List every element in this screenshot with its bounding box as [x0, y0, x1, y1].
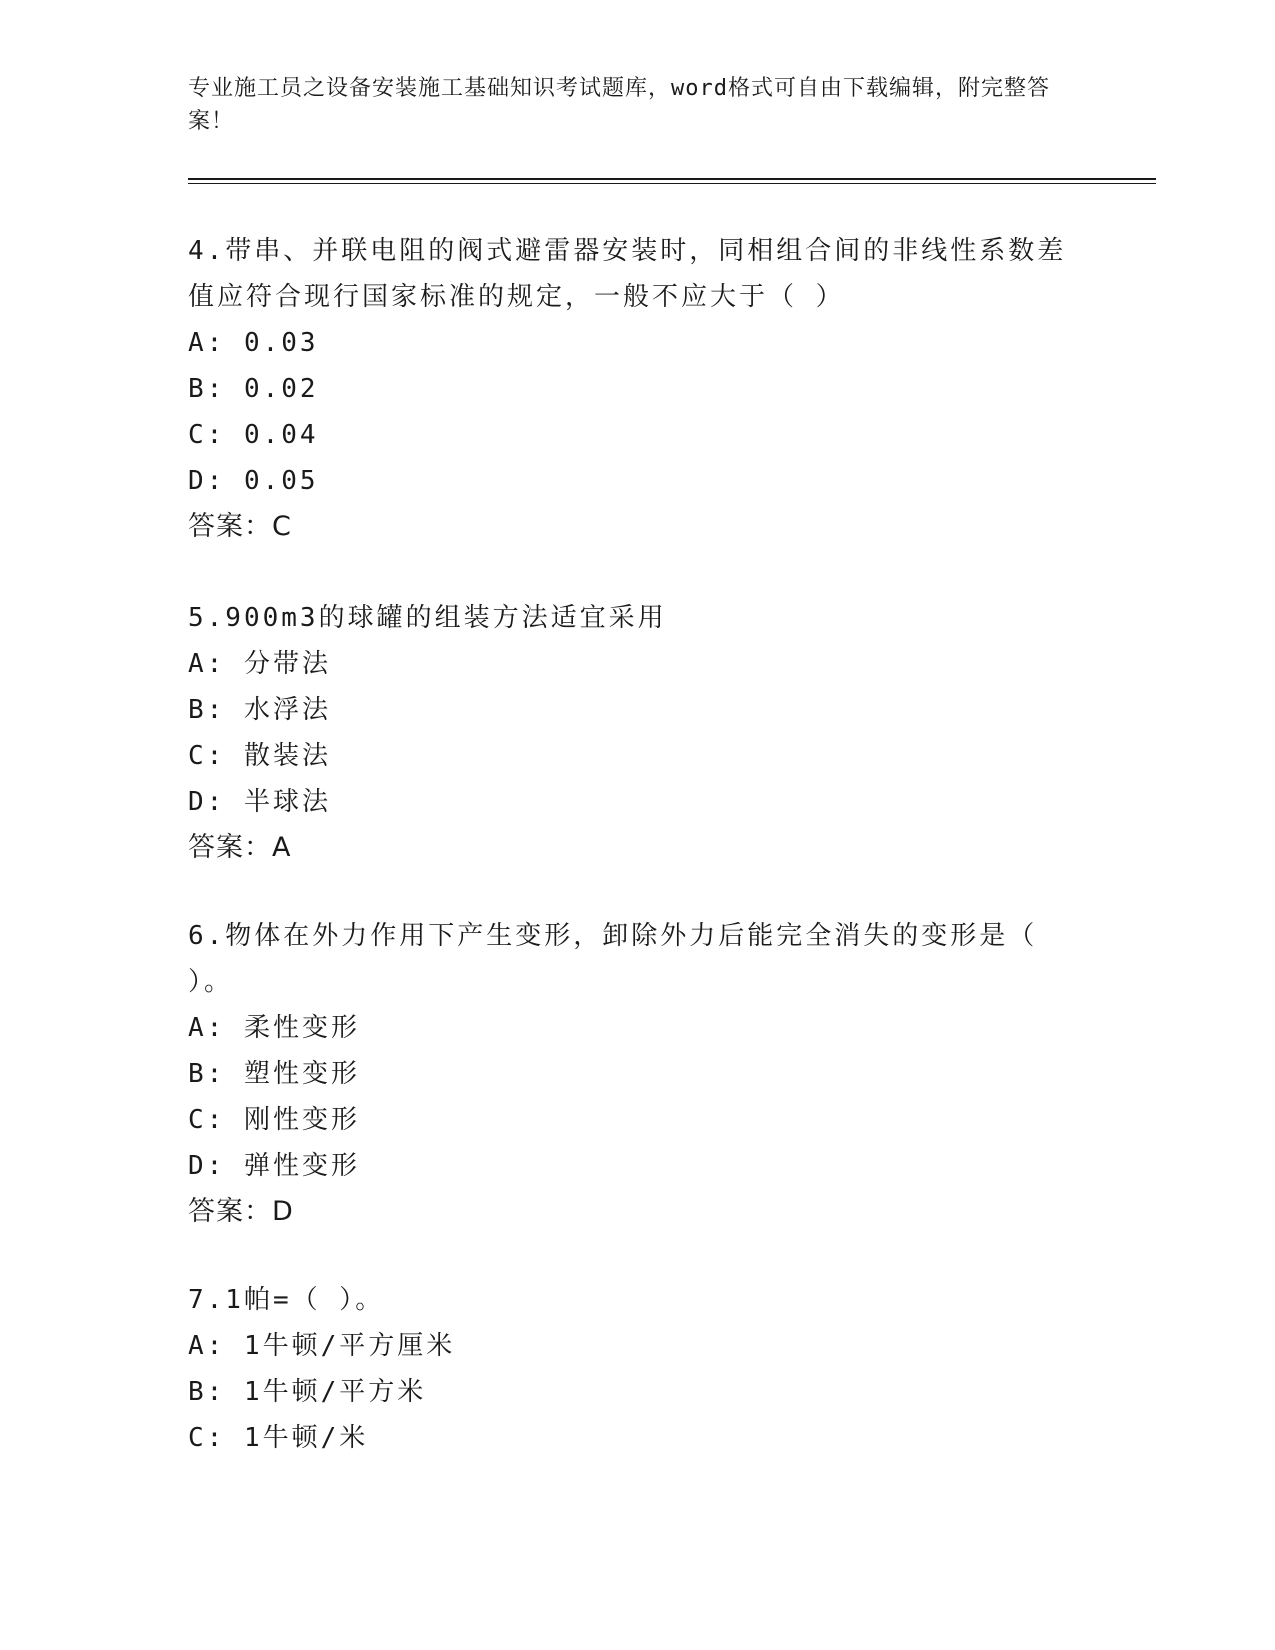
question-stem: 5.900m3的球罐的组装方法适宜采用 — [188, 603, 667, 633]
option-a: A: 分带法 — [188, 649, 331, 679]
header-divider-thick — [188, 178, 1156, 180]
question-stem: 6.物体在外力作用下产生变形，卸除外力后能完全消失的变形是（ ）。 — [188, 921, 1038, 997]
question-block — [188, 1277, 1088, 1461]
question-stem: 7.1帕=（ ）。 — [188, 1285, 385, 1315]
option-c: C: 刚性变形 — [188, 1105, 360, 1135]
option-d: D: 半球法 — [188, 787, 331, 817]
header-divider-thin — [188, 183, 1156, 184]
answer: 答案：A — [188, 832, 292, 863]
question-block — [188, 595, 1088, 871]
option-b: B: 塑性变形 — [188, 1059, 360, 1089]
option-a: A: 1牛顿/平方厘米 — [188, 1331, 456, 1361]
option-c: C: 1牛顿/米 — [188, 1423, 369, 1453]
option-d: D: 0.05 — [188, 466, 319, 496]
option-c: C: 0.04 — [188, 420, 319, 450]
question-block — [188, 913, 1088, 1235]
document-header: 专业施工员之设备安装施工基础知识考试题库，word格式可自由下载编辑，附完整答案！ — [188, 76, 1050, 134]
option-b: B: 0.02 — [188, 374, 319, 404]
option-b: B: 1牛顿/平方米 — [188, 1377, 427, 1407]
option-c: C: 散装法 — [188, 741, 331, 771]
option-a: A: 柔性变形 — [188, 1013, 360, 1043]
answer: 答案：C — [188, 511, 292, 542]
option-b: B: 水浮法 — [188, 695, 331, 725]
option-a: A: 0.03 — [188, 328, 319, 358]
answer: 答案：D — [188, 1196, 294, 1227]
option-d: D: 弹性变形 — [188, 1151, 360, 1181]
question-block — [188, 228, 1088, 550]
question-stem: 4.带串、并联电阻的阀式避雷器安装时，同相组合间的非线性系数差值应符合现行国家标准的规定，一般不应大于（ ） — [188, 236, 1067, 312]
